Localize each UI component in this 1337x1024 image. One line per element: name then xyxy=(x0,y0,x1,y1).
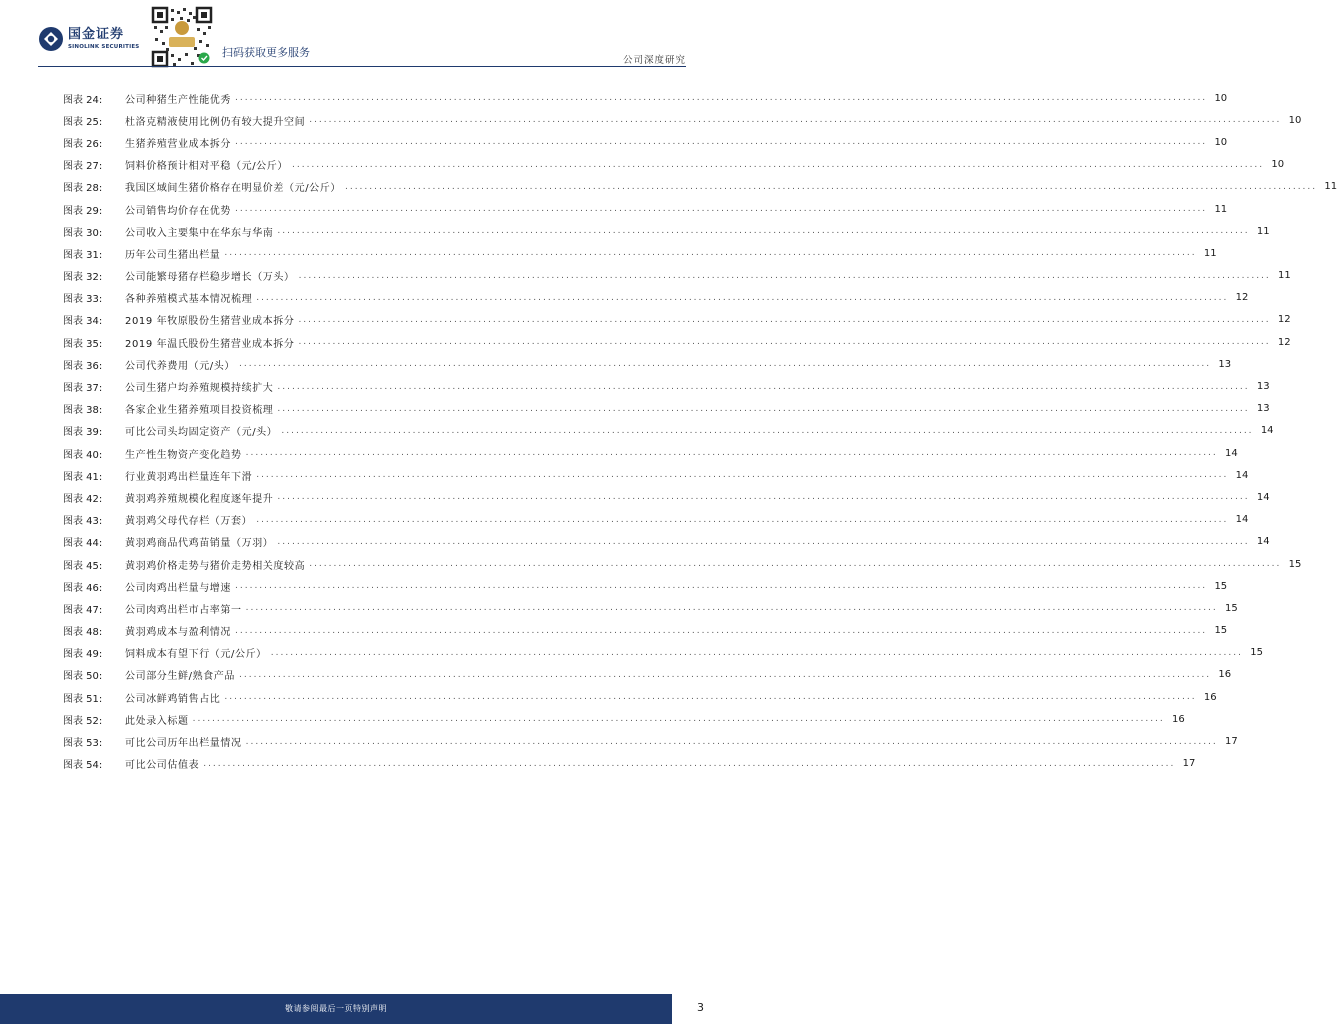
toc-page-number: 11 xyxy=(1214,203,1228,215)
toc-entry[interactable] xyxy=(63,109,1302,131)
toc-page-number: 16 xyxy=(1203,691,1217,703)
toc-leader-dots: ........................................................................................................................................................................................................ xyxy=(256,292,1229,303)
toc-page-number: 11 xyxy=(1324,181,1337,193)
toc-figure-number: 图表 53: xyxy=(63,738,103,750)
toc-figure-number: 图表 54: xyxy=(63,760,103,772)
toc-entry[interactable] xyxy=(63,486,1270,508)
toc-figure-title: 此处录入标题 xyxy=(125,715,189,727)
toc-figure-title: 饲料价格预计相对平稳（元/公斤） xyxy=(125,161,288,173)
toc-leader-dots: ........................................................................................................................................................................................................ xyxy=(256,470,1229,481)
toc-figure-title: 各种养殖模式基本情况梳理 xyxy=(125,294,253,306)
toc-figure-number: 图表 47: xyxy=(63,604,103,616)
toc-figure-number: 图表 34: xyxy=(63,316,103,328)
toc-entry[interactable] xyxy=(63,575,1228,597)
toc-leader-dots: ........................................................................................................................................................................................................ xyxy=(238,359,1212,370)
toc-figure-title: 公司肉鸡出栏量与增速 xyxy=(125,582,231,594)
toc-leader-dots: ........................................................................................................................................................................................................ xyxy=(344,181,1318,192)
toc-entry[interactable] xyxy=(63,309,1291,331)
toc-figure-number: 图表 29: xyxy=(63,205,103,217)
toc-page-number: 10 xyxy=(1271,159,1285,171)
brand-name-cn: 国金证券 xyxy=(68,27,125,42)
toc-figure-title: 历年公司生猪出栏量 xyxy=(125,249,221,261)
brand-name-en: SINOLINK SECURITIES xyxy=(68,44,140,50)
toc-figure-title: 黄羽鸡父母代存栏（万套） xyxy=(125,516,253,528)
toc-page-number: 15 xyxy=(1225,602,1238,614)
toc-leader-dots: ........................................................................................................................................................................................................ xyxy=(235,625,1208,636)
toc-figure-title: 各家企业生猪养殖项目投资梳理 xyxy=(125,405,274,417)
toc-figure-number: 图表 40: xyxy=(63,449,103,461)
toc-leader-dots: ........................................................................................................................................................................................................ xyxy=(277,492,1250,503)
toc-entry[interactable] xyxy=(63,464,1249,486)
toc-entry[interactable] xyxy=(63,642,1263,664)
brand-logo xyxy=(38,26,139,52)
toc-page-number: 11 xyxy=(1203,247,1217,259)
figure-index-list xyxy=(63,87,1337,775)
toc-figure-title: 2019 年温氏股份生猪营业成本拆分 xyxy=(125,338,295,350)
toc-leader-dots: ........................................................................................................................................................................................................ xyxy=(224,692,1197,703)
toc-figure-title: 生猪养殖营业成本拆分 xyxy=(125,138,231,150)
toc-figure-number: 图表 44: xyxy=(63,538,103,550)
toc-page-number: 11 xyxy=(1278,270,1291,282)
toc-page-number: 13 xyxy=(1256,403,1270,415)
toc-figure-number: 图表 31: xyxy=(63,249,103,261)
toc-page-number: 14 xyxy=(1260,425,1274,437)
toc-figure-number: 图表 28: xyxy=(63,183,103,195)
toc-page-number: 16 xyxy=(1172,713,1185,725)
toc-entry[interactable] xyxy=(63,353,1232,375)
toc-page-number: 10 xyxy=(1214,136,1228,148)
toc-entry[interactable] xyxy=(63,87,1228,109)
toc-figure-title: 黄羽鸡价格走势与猪价走势相关度较高 xyxy=(125,560,306,572)
toc-figure-number: 图表 42: xyxy=(63,493,103,505)
toc-figure-number: 图表 36: xyxy=(63,360,103,372)
toc-leader-dots: ........................................................................................................................................................................................................ xyxy=(235,204,1208,215)
toc-leader-dots: ........................................................................................................................................................................................................ xyxy=(256,514,1229,525)
sinolink-logo-icon xyxy=(38,26,64,52)
toc-figure-title: 公司收入主要集中在华东与华南 xyxy=(125,227,274,239)
toc-entry[interactable] xyxy=(63,331,1291,353)
toc-entry[interactable] xyxy=(63,265,1291,287)
toc-entry[interactable] xyxy=(63,708,1185,730)
toc-leader-dots: ........................................................................................................................................................................................................ xyxy=(235,137,1208,148)
toc-leader-dots: ........................................................................................................................................................................................................ xyxy=(277,536,1250,547)
toc-figure-number: 图表 48: xyxy=(63,627,103,639)
toc-figure-title: 公司种猪生产性能优秀 xyxy=(125,94,231,106)
toc-entry[interactable] xyxy=(63,242,1217,264)
toc-leader-dots: ........................................................................................................................................................................................................ xyxy=(277,403,1250,414)
scan-qr-prompt: 扫码获取更多服务 xyxy=(222,46,310,59)
toc-figure-title: 行业黄羽鸡出栏量连年下滑 xyxy=(125,471,253,483)
toc-leader-dots: ........................................................................................................................................................................................................ xyxy=(291,159,1265,170)
qr-code-icon[interactable] xyxy=(151,6,213,68)
toc-entry[interactable] xyxy=(63,287,1249,309)
toc-figure-title: 黄羽鸡成本与盈利情况 xyxy=(125,627,231,639)
toc-entry[interactable] xyxy=(63,620,1228,642)
toc-figure-number: 图表 24: xyxy=(63,94,103,106)
toc-figure-title: 公司销售均价存在优势 xyxy=(125,205,231,217)
toc-leader-dots: ........................................................................................................................................................................................................ xyxy=(298,337,1271,348)
toc-entry[interactable] xyxy=(63,442,1238,464)
toc-leader-dots: ........................................................................................................................................................................................................ xyxy=(281,425,1254,436)
toc-figure-title: 公司部分生鲜/熟食产品 xyxy=(125,671,235,683)
toc-leader-dots: ........................................................................................................................................................................................................ xyxy=(245,736,1218,747)
toc-figure-number: 图表 50: xyxy=(63,671,103,683)
toc-page-number: 11 xyxy=(1256,225,1270,237)
toc-figure-title: 公司代养费用（元/头） xyxy=(125,360,235,372)
toc-figure-title: 2019 年牧原股份生猪营业成本拆分 xyxy=(125,316,295,328)
toc-figure-number: 图表 25: xyxy=(63,116,103,128)
toc-figure-title: 公司能繁母猪存栏稳步增长（万头） xyxy=(125,272,295,284)
toc-figure-number: 图表 27: xyxy=(63,161,103,173)
toc-figure-title: 黄羽鸡商品代鸡苗销量（万羽） xyxy=(125,538,274,550)
toc-figure-title: 公司生猪户均养殖规模持续扩大 xyxy=(125,383,274,395)
toc-page-number: 14 xyxy=(1225,447,1238,459)
toc-page-number: 14 xyxy=(1256,536,1270,548)
toc-entry[interactable] xyxy=(63,398,1270,420)
toc-figure-title: 杜洛克精液使用比例仍有较大提升空间 xyxy=(125,116,306,128)
toc-entry[interactable] xyxy=(63,131,1228,153)
toc-page-number: 15 xyxy=(1214,580,1228,592)
toc-page-number: 12 xyxy=(1277,336,1291,348)
toc-entry[interactable] xyxy=(63,509,1249,531)
toc-figure-number: 图表 37: xyxy=(63,383,103,395)
brand-name xyxy=(68,27,139,51)
toc-leader-dots: ........................................................................................................................................................................................................ xyxy=(192,714,1165,725)
toc-page-number: 16 xyxy=(1218,669,1232,681)
toc-figure-title: 饲料成本有望下行（元/公斤） xyxy=(125,649,267,661)
toc-figure-number: 图表 38: xyxy=(63,405,103,417)
report-type-label: 公司深度研究 xyxy=(622,55,686,66)
toc-page-number: 15 xyxy=(1288,558,1302,570)
toc-page-number: 15 xyxy=(1250,647,1263,659)
toc-page-number: 17 xyxy=(1182,758,1196,770)
toc-page-number: 14 xyxy=(1235,469,1249,481)
toc-figure-number: 图表 32: xyxy=(63,272,103,284)
toc-figure-number: 图表 49: xyxy=(63,649,103,661)
toc-figure-title: 可比公司头均固定资产（元/头） xyxy=(125,427,278,439)
toc-figure-number: 图表 30: xyxy=(63,227,103,239)
toc-entry[interactable] xyxy=(63,198,1228,220)
toc-page-number: 12 xyxy=(1277,314,1291,326)
toc-entry[interactable] xyxy=(63,154,1285,176)
toc-leader-dots: ........................................................................................................................................................................................................ xyxy=(203,758,1176,769)
toc-leader-dots: ........................................................................................................................................................................................................ xyxy=(309,115,1282,126)
toc-entry[interactable] xyxy=(63,176,1337,198)
toc-figure-title: 生产性生物资产变化趋势 xyxy=(125,449,242,461)
toc-figure-title: 可比公司估值表 xyxy=(125,760,200,772)
toc-page-number: 13 xyxy=(1256,381,1270,393)
toc-page-number: 15 xyxy=(1214,625,1228,637)
toc-leader-dots: ........................................................................................................................................................................................................ xyxy=(277,381,1250,392)
toc-entry[interactable] xyxy=(63,375,1270,397)
toc-figure-title: 黄羽鸡养殖规模化程度逐年提升 xyxy=(125,493,274,505)
toc-figure-number: 图表 26: xyxy=(63,138,103,150)
toc-figure-title: 公司肉鸡出栏市占率第一 xyxy=(125,604,242,616)
toc-figure-title: 公司冰鲜鸡销售占比 xyxy=(125,693,221,705)
toc-leader-dots: ........................................................................................................................................................................................................ xyxy=(235,93,1208,104)
toc-page-number: 10 xyxy=(1214,92,1228,104)
toc-entry[interactable] xyxy=(63,553,1302,575)
toc-entry[interactable] xyxy=(63,531,1270,553)
toc-entry[interactable] xyxy=(63,730,1238,752)
page-number: 3 xyxy=(697,1001,704,1014)
toc-page-number: 10 xyxy=(1288,114,1302,126)
toc-figure-number: 图表 51: xyxy=(63,693,103,705)
footer-disclaimer: 敬请参阅最后一页特别声明 xyxy=(285,1004,387,1013)
toc-leader-dots: ........................................................................................................................................................................................................ xyxy=(309,559,1282,570)
toc-figure-title: 我国区域间生猪价格存在明显价差（元/公斤） xyxy=(125,183,341,195)
toc-page-number: 13 xyxy=(1218,358,1232,370)
toc-figure-number: 图表 46: xyxy=(63,582,103,594)
toc-leader-dots: ........................................................................................................................................................................................................ xyxy=(298,270,1271,281)
toc-figure-number: 图表 35: xyxy=(63,338,103,350)
toc-page-number: 14 xyxy=(1256,491,1270,503)
page-header xyxy=(0,0,724,70)
toc-entry[interactable] xyxy=(63,420,1274,442)
toc-figure-number: 图表 45: xyxy=(63,560,103,572)
toc-leader-dots: ........................................................................................................................................................................................................ xyxy=(245,448,1218,459)
toc-entry[interactable] xyxy=(63,220,1270,242)
header-divider xyxy=(38,66,686,67)
toc-page-number: 17 xyxy=(1225,736,1238,748)
toc-leader-dots: ........................................................................................................................................................................................................ xyxy=(224,248,1197,259)
toc-entry[interactable] xyxy=(63,664,1232,686)
toc-leader-dots: ........................................................................................................................................................................................................ xyxy=(245,603,1218,614)
toc-entry[interactable] xyxy=(63,597,1238,619)
toc-figure-number: 图表 52: xyxy=(63,715,103,727)
toc-figure-number: 图表 33: xyxy=(63,294,103,306)
toc-leader-dots: ........................................................................................................................................................................................................ xyxy=(235,581,1208,592)
toc-page-number: 12 xyxy=(1235,292,1249,304)
toc-page-number: 14 xyxy=(1235,514,1249,526)
toc-leader-dots: ........................................................................................................................................................................................................ xyxy=(277,226,1250,237)
toc-entry[interactable] xyxy=(63,753,1196,775)
toc-leader-dots: ........................................................................................................................................................................................................ xyxy=(298,314,1271,325)
toc-leader-dots: ........................................................................................................................................................................................................ xyxy=(270,647,1243,658)
toc-figure-number: 图表 41: xyxy=(63,471,103,483)
toc-figure-title: 可比公司历年出栏量情况 xyxy=(125,738,242,750)
toc-entry[interactable] xyxy=(63,686,1217,708)
toc-figure-number: 图表 39: xyxy=(63,427,103,439)
toc-figure-number: 图表 43: xyxy=(63,516,103,528)
toc-leader-dots: ........................................................................................................................................................................................................ xyxy=(238,669,1212,680)
